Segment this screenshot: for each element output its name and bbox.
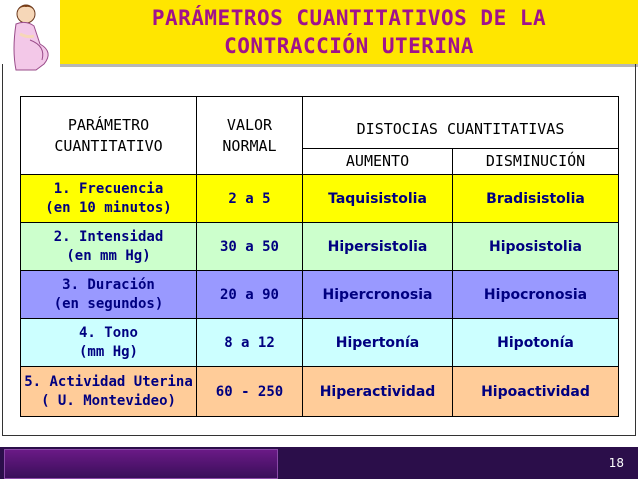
header-normal-line-1: VALOR [226, 115, 273, 134]
normal-value: 30 a 50 [197, 223, 303, 271]
header-normal [197, 97, 303, 175]
aumento-value: Hipercronosia [303, 271, 453, 319]
normal-value: 8 a 12 [197, 319, 303, 367]
normal-value: 2 a 5 [197, 175, 303, 223]
table-header-row [21, 97, 619, 149]
param-cell [21, 175, 197, 223]
disminucion-value: Hiposistolia [453, 223, 619, 271]
aumento-value: Hipertonía [303, 319, 453, 367]
aumento-value: Hipersistolia [303, 223, 453, 271]
param-name: 5. Actividad Uterina [24, 373, 193, 390]
table-row [21, 175, 619, 223]
header-normal-line-2: NORMAL [222, 136, 277, 155]
disminucion-value: Hipotonía [453, 319, 619, 367]
table-row [21, 271, 619, 319]
normal-value: 60 - 250 [197, 367, 303, 417]
param-cell [21, 271, 197, 319]
aumento-value: Taquisistolia [303, 175, 453, 223]
param-unit: (en segundos) [53, 295, 164, 312]
table-row [21, 367, 619, 417]
disminucion-value: Hipocronosia [453, 271, 619, 319]
param-name: 2. Intensidad [53, 228, 164, 245]
header-param-line-2: CUANTITATIVO [54, 136, 163, 155]
param-unit: ( U. Montevideo) [41, 392, 176, 409]
page-number: 18 [608, 456, 624, 470]
disminucion-value: Bradisistolia [453, 175, 619, 223]
param-unit: (en mm Hg) [66, 247, 151, 264]
header-disminucion: DISMINUCIÓN [453, 149, 619, 175]
param-cell [21, 367, 197, 417]
header-distocias: DISTOCIAS CUANTITATIVAS [303, 97, 619, 149]
normal-value: 20 a 90 [197, 271, 303, 319]
title-line-1: PARÁMETROS CUANTITATIVOS DE LA [151, 6, 547, 30]
param-cell [21, 319, 197, 367]
title-line-2: CONTRACCIÓN UTERINA [224, 34, 474, 58]
table-row [21, 319, 619, 367]
header-aumento: AUMENTO [303, 149, 453, 175]
header-param-line-1: PARÁMETRO [67, 115, 150, 134]
param-name: 3. Duración [62, 276, 155, 293]
header-param [21, 97, 197, 175]
footer-accent [4, 449, 278, 479]
table-row [21, 223, 619, 271]
param-name: 4. Tono [78, 324, 138, 341]
param-unit: (en 10 minutos) [45, 199, 172, 216]
param-unit: (mm Hg) [78, 343, 138, 360]
page-title [60, 4, 638, 60]
param-name: 1. Frecuencia [53, 180, 164, 197]
parameters-table [20, 96, 619, 417]
disminucion-value: Hipoactividad [453, 367, 619, 417]
aumento-value: Hiperactividad [303, 367, 453, 417]
param-cell [21, 223, 197, 271]
